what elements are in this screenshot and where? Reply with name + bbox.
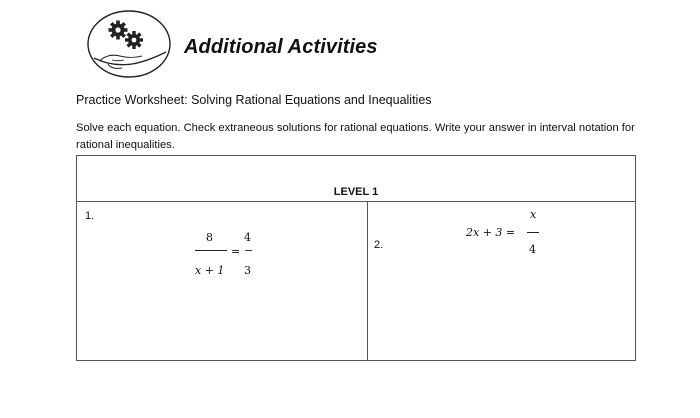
instructions-text: Solve each equation. Check extraneous solutions for rational equations. Write your answer in interval notation for rational inequalities. [76,122,635,151]
equation-lhs: 2x + 3 = [466,226,516,239]
right-numerator: x [530,208,537,221]
equals-sign: = [231,245,241,258]
right-numerator: 4 [244,231,251,244]
left-fraction-bar [195,250,227,251]
level-label: LEVEL 1 [333,186,379,198]
problem-cell-2[interactable] [368,202,635,360]
left-denominator: x + 1 [195,264,225,277]
level-header-row [77,156,635,202]
right-denominator: 3 [244,264,251,277]
left-numerator: 8 [206,231,213,244]
problem-number: 2. [374,239,384,251]
right-fraction-sign: − [244,244,254,257]
worksheet-subtitle: Practice Worksheet: Solving Rational Equations and Inequalities [76,93,432,107]
right-fraction-bar [527,232,539,233]
gears-in-hand-icon [86,8,172,80]
worksheet-table [76,155,636,361]
right-denominator: 4 [529,243,536,256]
page-title: Additional Activities [184,36,378,58]
problem-cell-1[interactable] [77,202,367,360]
problem-number: 1. [85,210,95,222]
